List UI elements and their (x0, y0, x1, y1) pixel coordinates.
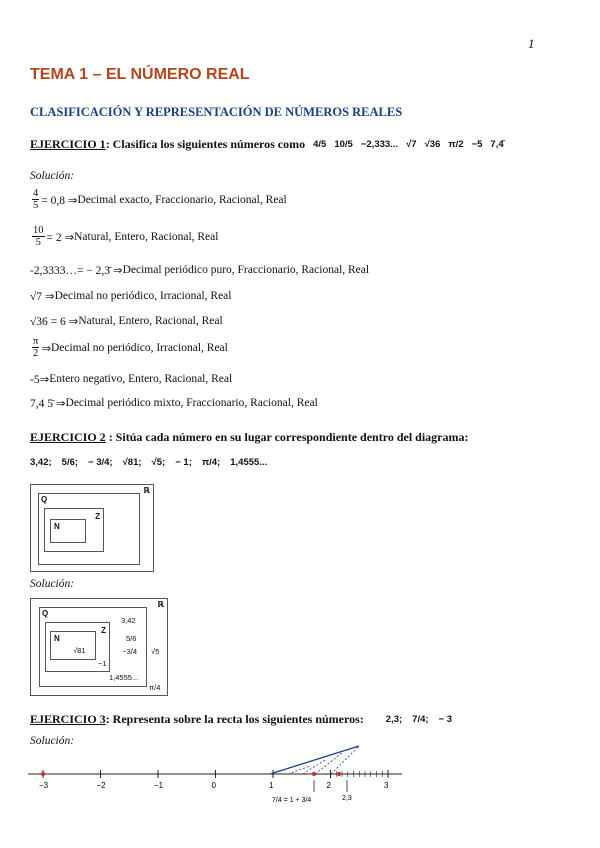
construction-line (270, 746, 359, 774)
number-item: 1,4555... (230, 457, 268, 468)
number-item: √36 (424, 139, 441, 150)
axis-tick-label: −1 (154, 781, 164, 790)
number-item: −2,333... (360, 139, 399, 150)
solution-line: -2,3333…= − 2,3̄ ⇒ Decimal periódico puro, Fraccionario, Racional, Real (30, 264, 370, 277)
number-item: − 3/4; (88, 457, 113, 468)
set-q: Q 3,42 5/6 1,4555... Z −3/4 −1 N √81 (39, 607, 147, 687)
axis-tick-label: 3 (384, 781, 389, 790)
exercise-3-numbers (386, 714, 452, 725)
set-q: Q Z N (38, 493, 140, 565)
solution-line: $\frac{4}{5}$ = 0,8 ⇒ Decimal exacto, Fraccionario, Racional, Real (33, 188, 287, 211)
number-item: − 1; (175, 457, 192, 468)
number-item: √5; (151, 457, 166, 468)
point-minus-3 (41, 772, 45, 776)
solution-line: 7,4 5̄ ⇒ Decimal periódico mixto, Fraccionario, Racional, Real (30, 397, 318, 410)
solution-label: Solución: (30, 578, 75, 590)
number-item: π/2 (448, 139, 464, 150)
exercise-2-text: : Sitúa cada número en su lugar correspondiente dentro del diagrama: (105, 430, 469, 444)
axis-tick-label: 1 (269, 781, 274, 790)
solution-line: -5⇒ Entero negativo, Entero, Racional, Real (30, 373, 233, 386)
note-7-4: 7/4 = 1 + 3/4 (272, 797, 312, 804)
sets-diagram-empty (30, 484, 154, 572)
number-item: −5 (471, 139, 483, 150)
number-item: 2,3; (385, 714, 403, 725)
number-item: 4/5 (313, 139, 327, 150)
exercise-3-heading (30, 712, 452, 727)
solution-label: Solución: (30, 735, 75, 747)
number-item: √7 (406, 139, 417, 150)
solution-label: Solución: (30, 170, 75, 182)
axis-tick-label: −2 (96, 781, 106, 790)
exercise-1-text: : Clasifica los siguientes números como (105, 137, 306, 151)
number-line-figure (20, 740, 420, 820)
mark-2-3: 2,3 (342, 795, 352, 802)
exercise-1-label: EJERCICIO 1 (30, 137, 106, 151)
exercise-3-label: EJERCICIO 3 (30, 712, 106, 726)
axis-tick-label: 0 (211, 781, 216, 790)
point-2-3 (337, 772, 341, 776)
exercise-3-text: : Representa sobre la recta los siguientes números: (105, 712, 364, 726)
number-item: 3,42; (30, 457, 52, 468)
page-number: 1 (528, 36, 535, 51)
set-z: Z −3/4 −1 N √81 (45, 622, 110, 672)
exercise-2-heading (30, 430, 468, 445)
set-n: N √81 (50, 631, 96, 660)
solution-line: $\frac{10}{5}$ = 2 ⇒ Natural, Entero, Racional, Real (33, 225, 219, 248)
page-title: TEMA 1 – EL NÚMERO REAL (30, 66, 250, 83)
point-7-4 (312, 772, 316, 776)
solution-line: √36 = 6 ⇒ Natural, Entero, Racional, Real (30, 315, 223, 328)
axis-tick-label: −3 (39, 781, 49, 790)
exercise-1-heading (30, 137, 504, 152)
solution-line: $\frac{\pi}{2}$ ⇒ Decimal no periódico, Irracional, Real (33, 336, 228, 359)
axis-tick-label: 2 (326, 781, 331, 790)
number-item: − 3 (438, 714, 453, 725)
exercise-2-label: EJERCICIO 2 (30, 430, 106, 444)
number-item: 10/5 (334, 139, 353, 150)
set-r-label: ℝ (143, 486, 150, 495)
number-item: 5/6; (61, 457, 79, 468)
set-n: N (50, 519, 86, 543)
number-item: √81; (122, 457, 142, 468)
exercise-1-numbers (313, 139, 504, 150)
solution-line: √7 ⇒ Decimal no periódico, Irracional, Real (30, 290, 232, 303)
set-z: Z N (44, 508, 104, 552)
sets-diagram-solved: ℝ Q 3,42 5/6 1,4555... Z −3/4 −1 N √81 √5 π/4 (30, 598, 168, 696)
number-item: 7/4; (412, 714, 429, 725)
number-item: 7,4̄ (490, 139, 504, 150)
exercise-2-numbers (30, 457, 267, 468)
section-subtitle: CLASIFICACIÓN Y REPRESENTACIÓN DE NÚMEROS REALES (30, 105, 403, 119)
number-item: π/4; (201, 457, 221, 468)
